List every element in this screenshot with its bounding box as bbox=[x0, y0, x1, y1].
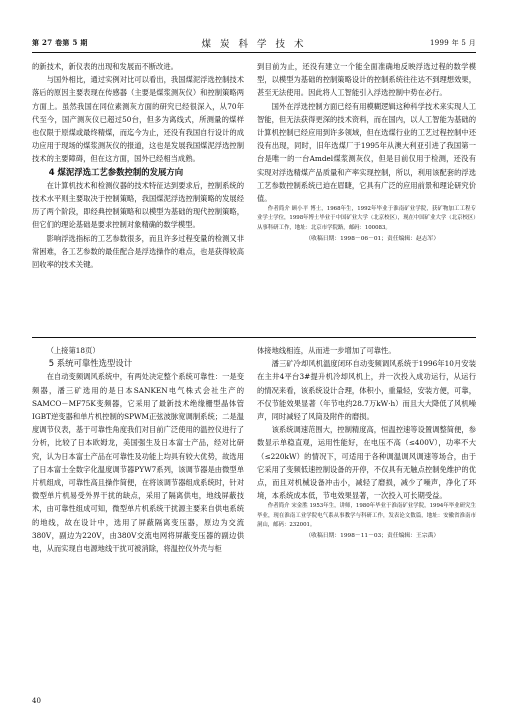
bottom-left-column bbox=[32, 344, 244, 555]
page-number: 40 bbox=[32, 697, 41, 705]
received-date: （收稿日期：1998－11－03；责任编辑：王宗禹） bbox=[305, 533, 440, 540]
author-bio: 作者简介 宋金胜 1953年生，讲师，1980年毕业于淮南矿业学院，1994年毕业研究生毕业，现在淮南工业学院电气系从事教学与科研工作，发表论文数篇，地址：安徽省淮南市洞山，邮码：232001。 bbox=[257, 503, 476, 528]
section-heading-5: 5 系统可靠性选型设计 bbox=[48, 358, 133, 369]
author-bio: 作者简介 顾小平 博士，1968年生，1992年毕业于淮南矿业学院，获矿物加工工程专业学士学位，1998年博士毕业于中国矿业大学（北京校区），现在中国矿业大学（北京校区）从事科研工作，地址：北京市学院路，邮码：100083。 bbox=[257, 206, 476, 231]
issue-label: 第 27 卷第 5 期 bbox=[32, 38, 88, 47]
header-rule bbox=[32, 52, 476, 53]
continuation-note: （上接第18页） bbox=[46, 346, 100, 355]
paragraph: 在自动变频调风系统中，有两处决定整个系统可靠性：一是变频器，潘三矿选用的是日本SANKEN电气株式会社生产的SAMCO－MF75K变频器，它采用了最新技术绝缘栅型晶体管IGBT逆变器和单片机控制的SPWM正弦波脉宽调制系统；二是温度调节仪表，基于可靠性角度我们对目前广泛使用的温控仪进行了分析，比较了日本欧姆龙，美国强生及日本富士产品，经对比研究，认为日本富士产品在可靠性及功能上均具有较大优势，故选用了日本富士全数字化温度调节器PYW7系列，该调节器是由微型单片机组成，可靠性高且操作简便，在将该调节器组成系统时，针对微型单片机易受外界干扰的缺点，采用了隔离供电，地线屏蔽技术，由可靠性组成可知，微型单片机系统干扰源主要来自供电系统的地线，故在设计中，选用了屏蔽隔离变压器，原边为交流380V，副边为220V，由380V交流电网将屏蔽变压器的副边供电，从而实现自电源地线干扰可被消除，将温控仪外壳与柜 bbox=[32, 372, 244, 554]
paragraph: 影响浮选指标的工艺参数很多，而且许多过程变量的检测又非常困难，各工艺参数的最佳配合是浮选操作的难点，也是获得较高回收率的技术关键。 bbox=[32, 233, 244, 270]
paragraph: 与国外相比，通过实例对比可以看出，我国煤泥浮选控制技术落后的原因主要表现在传感器（主要是煤浆测灰仪）和控制策略两方面上。虽然我国在同位素测灰方面的研究已经很深入，从70年代至今，国产测灰仪已超过50台，但多为离线式，所测量的煤样也仅限于原煤或最终精煤，而迄今为止，还没有我国自行设计的成功应用于现场的煤浆测灰仪的报道，这也是发展我国煤泥浮选控制技术的主要障碍，但在这方面，国外已经相当成熟。 bbox=[32, 75, 244, 164]
issue-date: 1999 年 5 月 bbox=[430, 39, 476, 47]
article-divider bbox=[32, 337, 476, 338]
paragraph: 到目前为止，还没有建立一个能全面准确地反映浮选过程的数学模型，以模型为基础的控制策略设计的控制系统往往达不到理想效果，甚至无法使用。因此将人工智能引入浮选控制中势在必行。 bbox=[257, 62, 476, 98]
received-date: （收稿日期：1998－06－01；责任编辑：赵志军） bbox=[305, 235, 440, 242]
top-right-column bbox=[257, 60, 476, 246]
running-header bbox=[32, 36, 476, 50]
paragraph: 潘三矿冷却风机温度闭环自动变频调风系统于1996年10月安装在主井4平台3#提升机冷却风机上，并一次投入成功运行，从运行的情况来看，该系统设计合理，体积小，重量轻，安装方便，可靠，不仅节能效果显著（年节电约28.7万kW·h）而且大大降低了风机噪声，同时减轻了风筒及附件的磨损。 bbox=[257, 359, 476, 422]
paragraph: 该系统调速范围大，控制精度高，恒温控速等设置调整简便，参数显示单稳直观，运用性能好，在电压不高（≤400V），功率不大（≤220kW）的情况下，可适用于各种调温调风调速等场合，由于它采用了变频低速控制设备的开停，不仅具有无触点控制免维护的优点，而且对机械设备冲击小，减轻了磨损，减少了噪声，净化了环境，本系统成本低，节电效果显著，一次投入可长期受益。 bbox=[257, 425, 476, 501]
section-heading-4: 4 煤泥浮选工艺参数控制的发展方向 bbox=[48, 166, 184, 177]
paragraph: 的新技术，新仪表的出现和发展而不断改进。 bbox=[32, 62, 178, 71]
paragraph: 体接地线相连，从而进一步增加了可靠性。 bbox=[257, 346, 396, 355]
bottom-right-column bbox=[257, 344, 476, 543]
paragraph: 在计算机技术和检测仪器的技术特征达到要求后，控制系统的技术水平则主要取决于控制策略，我国煤泥浮选控制策略的发展经历了两个阶段，即经典控制策略和以模型为基础的现代控制策略，但它们的理论基础是要求控制对象精确的数学模型。 bbox=[32, 180, 244, 230]
journal-title: 煤 炭 科 学 技 术 bbox=[201, 39, 307, 50]
paragraph: 国外在浮选控制方面已经有用模糊逻辑这种科学技术来实现人工智能，但无法获得更深的技术资料，而在国内，以人工智能为基础的计算机控制已经应用到许多领域，但在选煤行业的工艺过程控制中还没有出现，同时，旧年选煤厂于1995年从澳大利亚引进了我国第一台是唯一的一台Amdel煤浆测灰仪，但是目前仅用于检测，还没有实现对浮选精煤产品质量和产率实现控制，所以，利用该配套的浮选工艺参数控制系统已迫在眉睫，它具有广泛的应用前景和理论研究价值。 bbox=[257, 101, 476, 204]
top-left-column bbox=[32, 60, 244, 271]
